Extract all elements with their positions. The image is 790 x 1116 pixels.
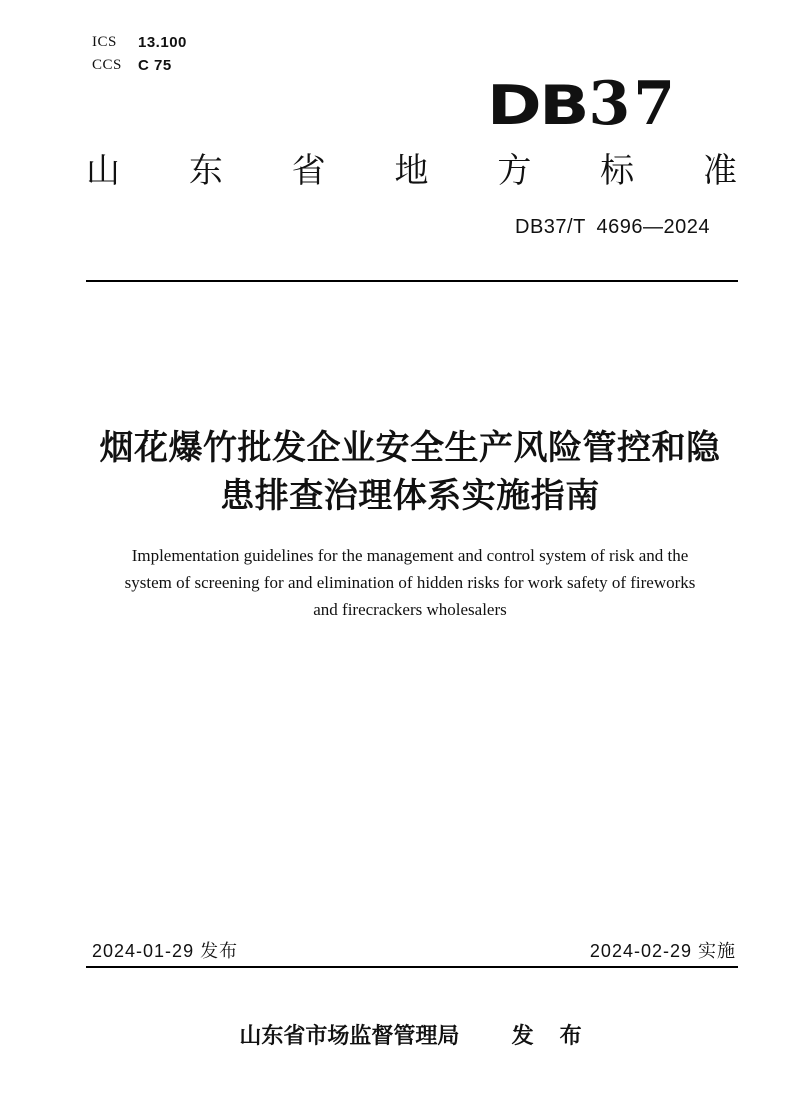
top-rule [86,280,738,282]
document-title-en-line3: and firecrackers wholesalers [313,600,507,619]
standard-type-char: 方 [497,152,532,190]
implementation-date: 2024-02-29 实施 [589,941,736,961]
standard-type-char: 标 [600,152,635,190]
standard-type-char: 省 [291,152,326,190]
classification-block [92,31,187,77]
issue-date: 2024-01-29 发布 [92,941,239,961]
ics-label: ICS [92,34,117,50]
standard-type-char: 准 [702,152,737,190]
ics-line [92,31,187,54]
publish-label: 发 布 [511,1023,584,1048]
document-title-en-line2: system of screening for and elimination of hidden risks for work safety of fireworks [124,573,696,592]
standard-type-char: 东 [188,152,223,190]
ccs-label: CCS [92,57,122,73]
ccs-value: C 75 [138,57,172,74]
publisher-name: 山东省市场监督管理局 [239,1023,460,1048]
ics-value: 13.100 [138,34,187,51]
publisher-line [86,1019,737,1050]
db37-logo-number: 37 [588,69,678,139]
bottom-rule [86,966,738,968]
document-title-en [75,542,745,623]
document-title-en-line1: Implementation guidelines for the management and control system of risk and the [131,546,689,565]
db37-logo [486,69,678,139]
document-title-zh-line1: 烟花爆竹批发企业安全生产风险管控和隐 [99,429,721,467]
standard-code: DB37/T 4696—2024 [515,216,710,238]
document-title-zh-line2: 患排查治理体系实施指南 [220,477,600,515]
standard-type-title [86,151,737,191]
dates-row [92,937,736,963]
standard-type-char: 山 [86,152,120,190]
ccs-line [92,54,187,77]
db37-logo-db: DB [486,74,587,137]
document-title-zh [40,424,780,520]
standard-type-char: 地 [394,152,429,190]
